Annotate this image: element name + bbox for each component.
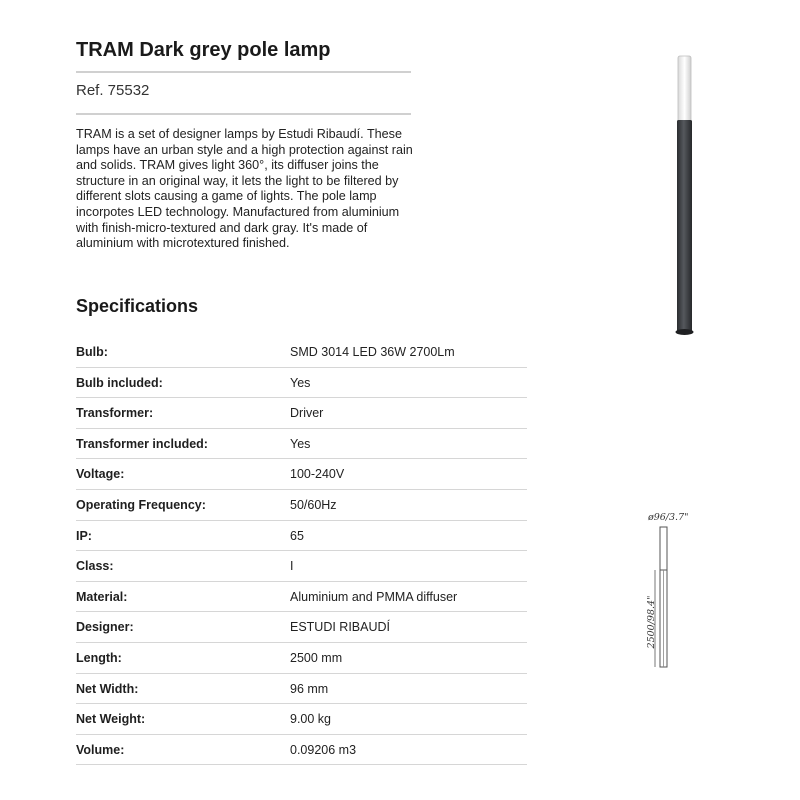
spec-row — [76, 674, 527, 705]
spec-value: 0.09206 m3 — [290, 742, 357, 757]
spec-value: 65 — [290, 528, 304, 543]
spec-row — [76, 582, 527, 613]
spec-value: 100-240V — [290, 467, 345, 482]
spec-row — [76, 368, 527, 399]
spec-label: Volume: — [76, 742, 125, 757]
spec-row — [76, 429, 527, 460]
spec-label: Bulb included: — [76, 375, 163, 390]
spec-value: SMD 3014 LED 36W 2700Lm — [290, 345, 455, 359]
spec-row — [76, 521, 527, 552]
spec-label: Transformer: — [76, 406, 154, 421]
spec-value: 2500 mm — [290, 650, 343, 665]
spec-value: Yes — [290, 436, 311, 451]
spec-label: Material: — [76, 589, 128, 604]
spec-row — [76, 490, 527, 521]
product-title: TRAM Dark grey pole lamp — [76, 39, 331, 61]
spec-label: IP: — [76, 528, 92, 543]
spec-row — [76, 612, 527, 643]
spec-label: Bulb: — [76, 345, 108, 359]
spec-value: 9.00 kg — [290, 712, 332, 727]
lamp-dimension-diagram — [636, 508, 696, 670]
spec-label: Class: — [76, 559, 114, 574]
spec-value: ESTUDI RIBAUDÍ — [290, 620, 391, 635]
spec-label: Net Weight: — [76, 712, 146, 727]
spec-row — [76, 735, 527, 766]
spec-row — [76, 398, 527, 429]
specifications-table — [76, 337, 527, 765]
spec-label: Transformer included: — [76, 436, 208, 451]
spec-value: 50/60Hz — [290, 497, 337, 512]
diameter-label: ø96/3.7" — [648, 512, 689, 523]
spec-value: Driver — [290, 406, 324, 421]
spec-label: Net Width: — [76, 681, 139, 696]
spec-row — [76, 337, 527, 368]
spec-label: Designer: — [76, 620, 134, 635]
specifications-heading: Specifications — [76, 296, 199, 316]
lamp-diffuser — [678, 56, 691, 122]
lamp-product-image — [660, 52, 710, 342]
lamp-pole — [677, 120, 692, 332]
spec-value: I — [290, 559, 294, 574]
spec-label: Length: — [76, 650, 122, 665]
height-label: 2500/98.4" — [646, 595, 657, 649]
title-divider — [76, 71, 411, 73]
spec-label: Voltage: — [76, 467, 125, 482]
spec-row — [76, 704, 527, 735]
product-description: TRAM is a set of designer lamps by Estudi Ribaudí. These lamps have an urban style and a high protection against rain and solids. TRAM gives light 360°, its diffuser joins the structure in an original way, it lets the light to be filtered by different slots causing a game of lights. The pole lamp incorpotes LED technology. Manufactured from aluminium with finish-micro-textured and dark gray. It's made of aluminium with microtextured finished. — [76, 127, 413, 251]
spec-row — [76, 643, 527, 674]
product-reference: Ref. 75532 — [76, 82, 150, 99]
lamp-base — [676, 329, 694, 335]
spec-value: Aluminium and PMMA diffuser — [290, 589, 458, 604]
spec-label: Operating Frequency: — [76, 497, 206, 512]
spec-value: Yes — [290, 375, 311, 390]
reference-divider — [76, 113, 411, 115]
spec-row — [76, 459, 527, 490]
spec-value: 96 mm — [290, 681, 329, 696]
spec-row — [76, 551, 527, 582]
